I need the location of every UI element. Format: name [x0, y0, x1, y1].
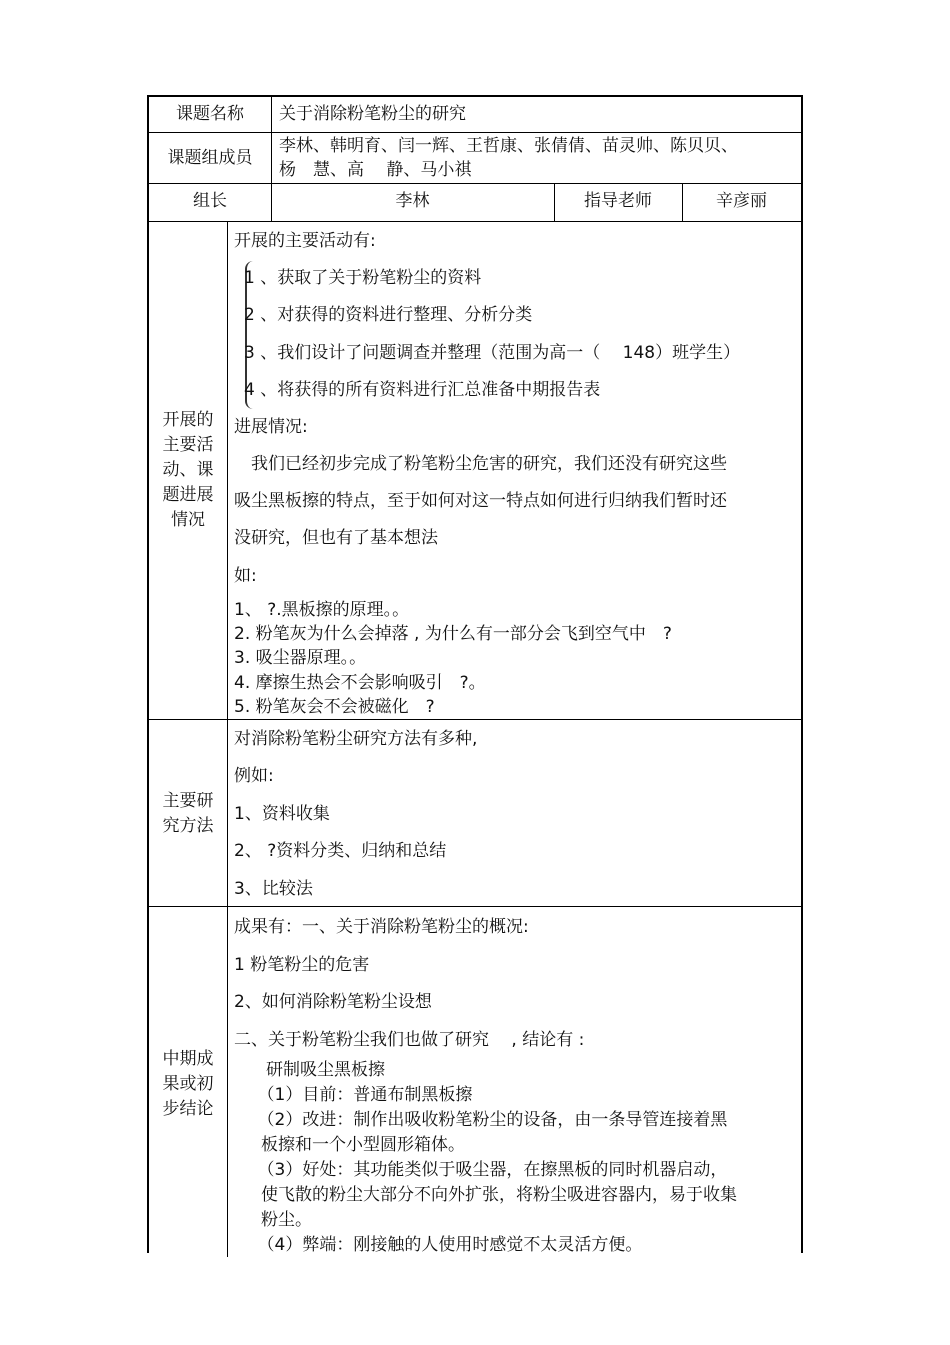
- activity-item: 2 、对获得的资料进行整理、分析分类: [244, 305, 533, 325]
- activity-item: 4 、将获得的所有资料进行汇总准备中期报告表: [244, 380, 601, 400]
- result-sub-line: （3）好处：其功能类似于吸尘器，在擦黑板的同时机器启动，: [249, 1160, 728, 1180]
- result-sub-line: 板擦和一个小型圆形箱体。: [261, 1135, 465, 1155]
- row-divider: [149, 906, 801, 907]
- members-line: 李林、韩明育、闫一辉、王哲康、张倩倩、苗灵帅、陈贝贝、: [279, 136, 738, 156]
- progress-title: 进展情况:: [234, 417, 308, 437]
- methods-label: 主要研究方法: [162, 791, 214, 836]
- method-line: 3、比较法: [234, 879, 313, 899]
- row-divider: [149, 719, 801, 720]
- report-table: [147, 95, 803, 1253]
- question-item: 2. 粉笔灰为什么会掉落 , 为什么有一部分会飞到空气中 ?: [234, 624, 672, 644]
- result-sub-line: 研制吸尘黑板擦: [249, 1060, 385, 1080]
- row-divider: [149, 132, 801, 133]
- progress-line: 没研究，但也有了基本想法: [234, 528, 438, 548]
- method-line: 2、 ?资料分类、归纳和总结: [234, 841, 447, 861]
- result-sub-line: （1）目前：普通布制黑板擦: [249, 1085, 473, 1105]
- result-line: 1 粉笔粉尘的危害: [234, 955, 370, 975]
- result-sub-line: 使飞散的粉尘大部分不向外扩张，将粉尘吸进容器内，易于收集: [261, 1185, 737, 1205]
- question-item: 1、 ?.黑板擦的原理。。: [234, 600, 410, 620]
- result-line: 二、关于粉笔粉尘我们也做了研究 , 结论有 :: [234, 1030, 585, 1050]
- results-label: 中期成果或初步结论: [162, 1049, 214, 1119]
- row-divider: [149, 183, 801, 184]
- method-line: 例如:: [234, 766, 274, 786]
- method-line: 1、资料收集: [234, 804, 330, 824]
- progress-line: 我们已经初步完成了粉笔粉尘危害的研究，我们还没有研究这些: [234, 454, 727, 474]
- question-item: 5. 粉笔灰会不会被磁化 ?: [234, 697, 435, 717]
- activities-label: 开展的主要活动、课题进展情况: [162, 410, 214, 530]
- title-label: 课题名称: [176, 104, 244, 124]
- method-line: 对消除粉笔粉尘研究方法有多种,: [234, 729, 478, 749]
- question-item: 4. 摩擦生热会不会影响吸引 ?。: [234, 673, 486, 693]
- result-sub-line: （4）弊端：刚接触的人使用时感觉不太灵活方便。: [249, 1235, 643, 1255]
- result-line: 成果有：一、关于消除粉笔粉尘的概况:: [234, 917, 529, 937]
- result-sub-line: （2）改进：制作出吸收粉笔粉尘的设备，由一条导管连接着黑: [249, 1110, 728, 1130]
- example-label: 如:: [234, 566, 257, 586]
- col-divider: [227, 221, 228, 1257]
- title-value: 关于消除粉笔粉尘的研究: [279, 104, 466, 124]
- activities-intro: 开展的主要活动有:: [234, 231, 376, 251]
- advisor-value: 辛彦丽: [716, 191, 767, 211]
- leader-label: 组长: [193, 191, 227, 211]
- question-item: 3. 吸尘器原理。。: [234, 648, 367, 668]
- row-divider: [149, 221, 801, 222]
- result-sub-line: 粉尘。: [261, 1210, 312, 1230]
- members-label: 课题组成员: [167, 148, 253, 168]
- activity-item: 1 、获取了关于粉笔粉尘的资料: [244, 268, 482, 288]
- result-line: 2、如何消除粉笔粉尘设想: [234, 992, 432, 1012]
- members-line: 杨 慧、高 静、马小祺: [279, 160, 472, 180]
- activity-item: 3 、我们设计了问题调查并整理（范围为高一（ 148）班学生）: [244, 343, 741, 363]
- progress-line: 吸尘黑板擦的特点，至于如何对这一特点如何进行归纳我们暂时还: [234, 491, 727, 511]
- leader-value: 李林: [395, 191, 430, 211]
- advisor-label: 指导老师: [584, 191, 652, 211]
